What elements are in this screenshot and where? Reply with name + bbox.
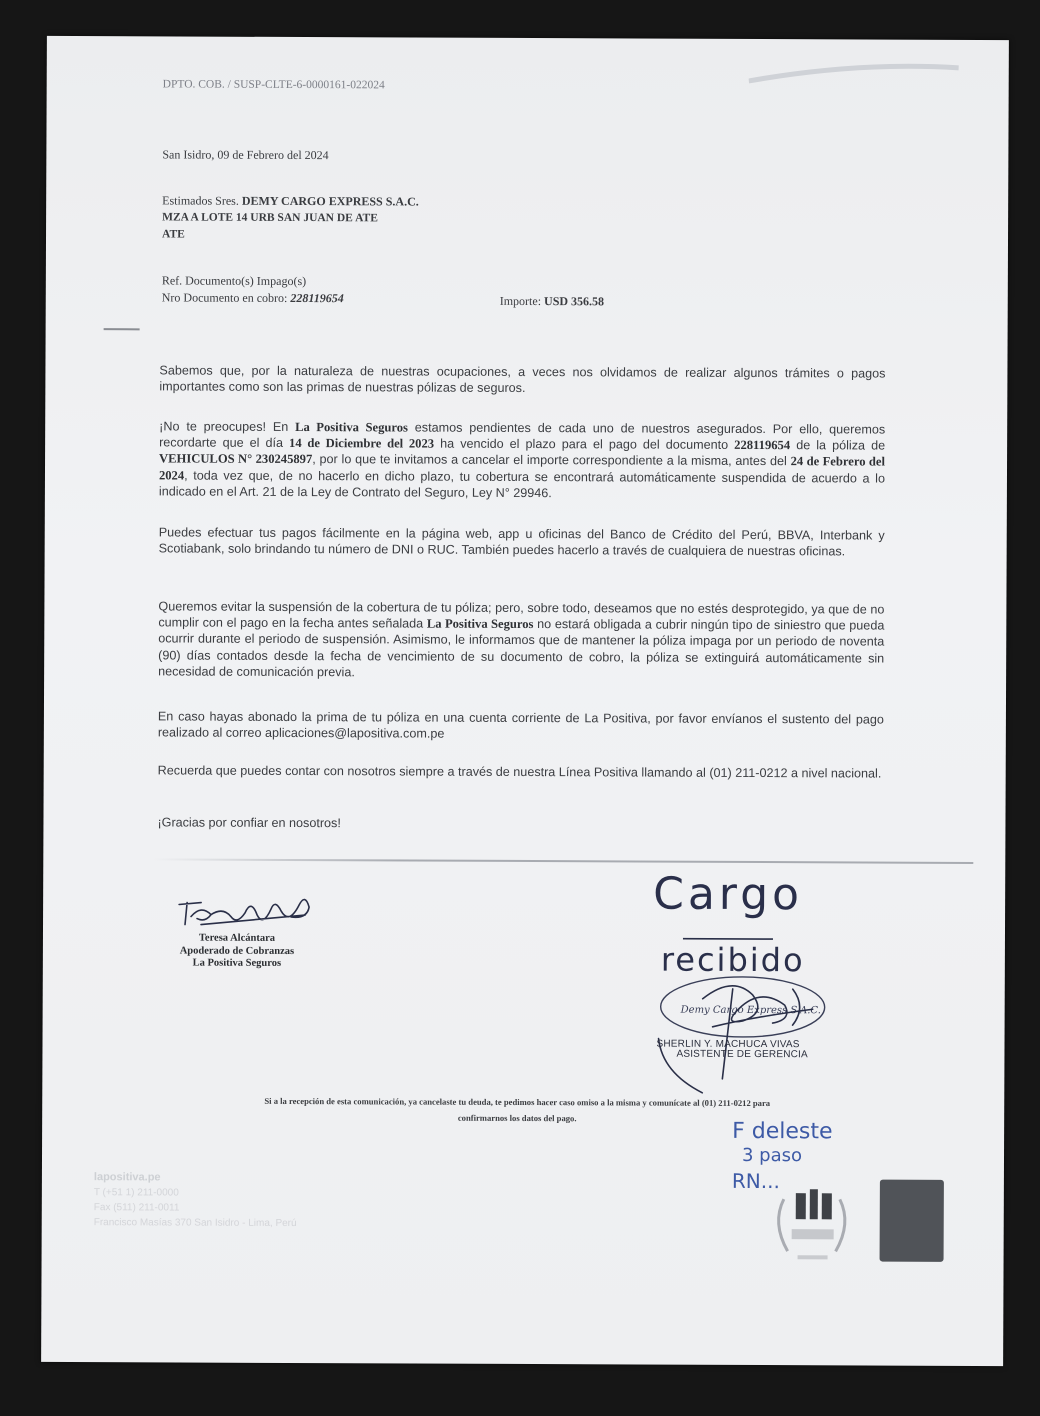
footer-phone: T (+51 1) 211-0000: [93, 1187, 179, 1199]
paragraph-2: ¡No te preocupes! En La Positiva Seguros estamos pendientes de cada uno de nuestros asegurados. Por ello, queremos recordarte que el día 14 de Diciembre del 2023 ha vencido el plazo para el pago del documento 228119654 de la póliza de VEHICULOS N° 230245897, por lo que te invitamos a cancelar el importe correspondiente a la misma, antes del 24 de Febrero del 2024, toda vez que, de no hacerlo en dicho plazo, tu cobertura se encontrará automáticamente suspendida de acuerdo a lo indicado en el Art. 21 de la Ley de Contrato del Seguro, Ley N° 29946.: [158, 419, 886, 500]
deadline-date: 24 de Febrero del 2024: [158, 454, 886, 483]
document-number: 228119654: [290, 290, 344, 306]
salutation: Estimados Sres.: [162, 193, 239, 208]
due-date: 14 de Diciembre del 2023: [289, 436, 435, 451]
paragraph-5: En caso hayas abonado la prima de tu póliza en una cuenta corriente de La Positiva, por favor envíanos el sustento del pago realizado al correo aplicaciones@lapositiva.com.pe: [157, 709, 884, 741]
paragraph-4: Queremos evitar la suspensión de la cobertura de tu póliza; pero, sobre todo, deseamos que no estés desprotegido, ya que de no cumplir con el pago en la fecha antes señalada La Positiva Seguros no estará obligada a cubrir ningún tipo de siniestro que pueda ocurrir durante el periodo de suspensión. Asimismo, le informamos que de mantener la póliza impaga por un periodo de noventa (90) días contados desde la fecha de vencimiento de su documento de cobro, la póliza se extinguirá automáticamente sin necesidad de comunicación previa.: [158, 599, 885, 680]
certification-badge-icon: [880, 1180, 944, 1262]
divider-line: [153, 858, 973, 864]
letter-page: [41, 36, 1009, 1366]
handwritten-recibido: recibido: [660, 940, 805, 980]
paragraph-7: ¡Gracias por confiar en nosotros!: [157, 815, 341, 831]
brand-logo-watermark: [799, 39, 939, 54]
footer-brand: lapositiva.pe: [93, 1171, 161, 1184]
handwritten-cargo: Cargo: [653, 868, 804, 921]
company-name: La Positiva Seguros: [295, 419, 408, 435]
paragraph-6: Recuerda que puedes contar con nosotros siempre a través de nuestra Línea Positiva llamando al (01) 211-0212 a nivel nacional.: [157, 763, 882, 781]
recipient-company: DEMY CARGO EXPRESS S.A.C.: [241, 193, 419, 209]
amount-line: [500, 293, 604, 310]
certification-laurel-icon: [762, 1179, 862, 1267]
amount-label: Importe:: [499, 293, 542, 309]
recipient-address: MZA A LOTE 14 URB SAN JUAN DE ATE: [162, 211, 378, 225]
recipient-block: [162, 192, 419, 210]
paragraph-3: Puedes efectuar tus pagos fácilmente en la página web, app u oficinas del Banco de Crédito del Perú, BBVA, Interbank y Scotiabank, solo brindando tu número de DNI o RUC. También puedes hacerlo a través de cualquiera de nuestras oficinas.: [158, 525, 885, 559]
signatory-company: La Positiva Seguros: [192, 957, 282, 969]
stamp-name: SHERLIN Y. MACHUCA VIVAS: [656, 1038, 800, 1051]
ref-label: Ref. Documento(s) Impago(s): [161, 273, 307, 289]
document-label: Nro Documento en cobro:: [161, 290, 288, 305]
recipient-district: ATE: [162, 228, 185, 241]
svg-text:Demy Cargo Express S.A.C.: Demy Cargo Express S.A.C.: [680, 1004, 821, 1017]
handwritten-note-1: F deleste: [732, 1118, 833, 1145]
footer-fax: Fax (511) 211-0011: [93, 1202, 180, 1214]
amount-value: USD 356.58: [544, 294, 605, 309]
stamp-role: ASISTENTE DE GERENCIA: [676, 1048, 808, 1061]
signatory-block: [157, 932, 317, 970]
signatory-name: Teresa Alcántara: [198, 932, 276, 944]
handwritten-note-2: 3 paso: [741, 1144, 803, 1167]
footer-address: Francisco Masías 370 San Isidro - Lima, Perú: [93, 1217, 297, 1230]
document-number-inline: 228119654: [734, 438, 791, 453]
company-name-2: La Positiva Seguros: [426, 616, 534, 632]
footer-contact: [94, 1170, 297, 1231]
footnote-line-2: confirmarnos los datos del pago.: [457, 1112, 577, 1124]
handwritten-note-3: RN...: [731, 1168, 780, 1194]
paragraph-1: Sabemos que, por la naturaleza de nuestras ocupaciones, a veces nos olvidamos de realizar algunos trámites o pagos importantes como son las primas de nuestras pólizas de seguros.: [159, 363, 886, 396]
company-stamp-icon: [642, 969, 843, 1100]
policy-number: VEHICULOS N° 230245897: [159, 451, 313, 467]
footnote-line-1: Si a la recepción de esta comunicación, ya cancelaste tu deuda, te pedimos hacer caso omiso a la misma y comunícate al (01) 211-0212 para: [264, 1095, 771, 1109]
brand-swoosh-icon: [749, 57, 959, 88]
signature-teresa-icon: [171, 884, 321, 933]
document-line: [162, 289, 344, 307]
reference-code: DPTO. COB. / SUSP-CLTE-6-0000161-022024: [162, 78, 385, 92]
place-date: San Isidro, 09 de Febrero del 2024: [162, 147, 329, 163]
signatory-role: Apoderado de Cobranzas: [179, 944, 295, 957]
margin-mark: [104, 328, 140, 330]
